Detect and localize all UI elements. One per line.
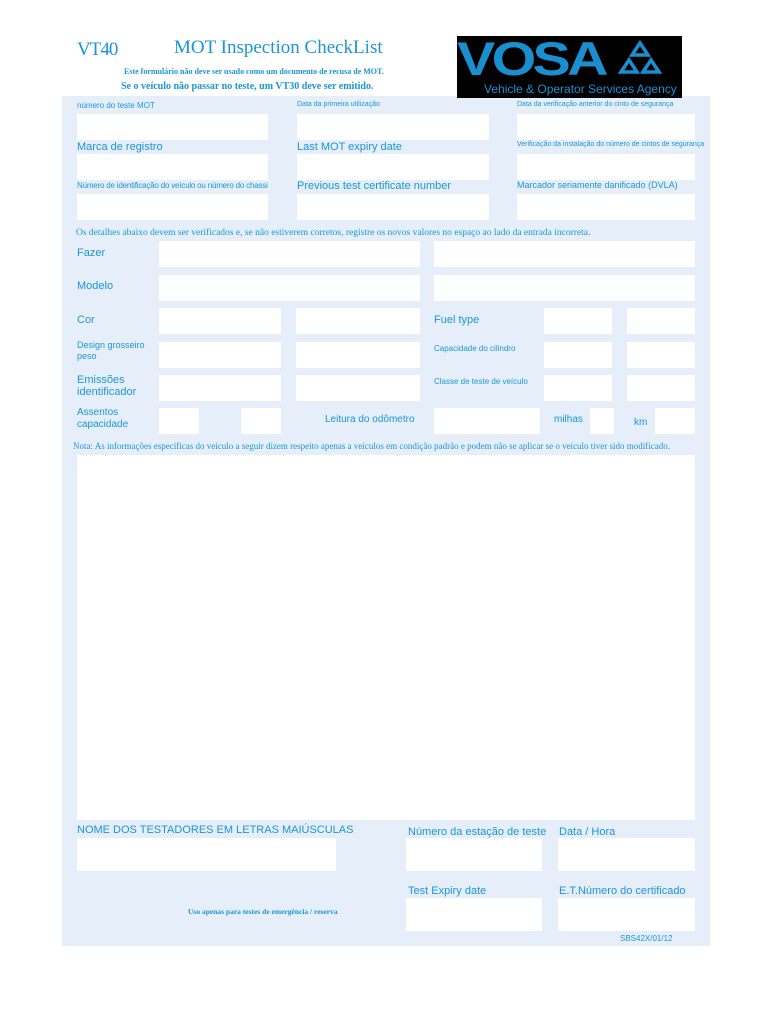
- km-checkbox[interactable]: [655, 408, 695, 434]
- last-mot-expiry-field[interactable]: [297, 154, 489, 180]
- instruction-text: Os detalhes abaixo devem ser verificados e, se não estiverem corretos, registre os novos valores no espaço ao lado da entrada incorreta.: [76, 228, 591, 238]
- last-mot-expiry-label: Last MOT expiry date: [297, 141, 402, 153]
- vosa-logo-text: VOSA: [457, 36, 605, 85]
- seatbelt-installation-check-field[interactable]: [517, 154, 695, 180]
- cylinder-capacity-correction-field[interactable]: [627, 342, 695, 368]
- emissions-field[interactable]: [159, 375, 281, 401]
- seatbelt-installation-check-label: Verificação da instalação do número de cintos de segurança: [517, 141, 705, 148]
- fuel-type-label: Fuel type: [434, 314, 480, 326]
- test-class-correction-field[interactable]: [627, 375, 695, 401]
- odometer-field[interactable]: [434, 408, 540, 434]
- form-title: MOT Inspection CheckList: [174, 37, 383, 58]
- header-note-line2: Se o veículo não passar no teste, um VT30 deve ser emitido.: [121, 81, 374, 92]
- emergency-use-text: Uso apenas para testes de emergência / reserva: [188, 907, 338, 916]
- first-use-date-field[interactable]: [297, 114, 489, 140]
- vosa-logo: [457, 36, 682, 98]
- vin-field[interactable]: [77, 194, 268, 220]
- mot-test-number-label: número do teste MOT: [77, 101, 155, 110]
- make-field[interactable]: [159, 241, 420, 267]
- certificate-number-label: E.T.Número do certificado: [559, 885, 686, 897]
- gross-weight-label-line1: Design grosseiro: [77, 340, 145, 350]
- test-expiry-label: Test Expiry date: [408, 885, 487, 897]
- test-class-field[interactable]: [544, 375, 612, 401]
- emissions-label-line1: Emissões: [77, 374, 125, 386]
- model-field[interactable]: [159, 275, 420, 301]
- make-correction-field[interactable]: [434, 241, 695, 267]
- registration-mark-label: Marca de registro: [77, 141, 163, 153]
- test-class-label: Classe de teste de veículo: [434, 377, 528, 386]
- date-time-label: Data / Hora: [559, 826, 616, 838]
- mot-test-number-field[interactable]: [77, 114, 268, 140]
- miles-label: milhas: [554, 414, 583, 425]
- colour-field[interactable]: [159, 308, 281, 334]
- tester-names-field[interactable]: [77, 838, 336, 871]
- damaged-marker-field[interactable]: [517, 194, 695, 220]
- cylinder-capacity-label: Capacidade do cilindro: [434, 344, 516, 353]
- vehicle-specification-area[interactable]: [77, 455, 695, 820]
- form-reference: SBS42X/01/12: [620, 934, 673, 943]
- model-correction-field[interactable]: [434, 275, 695, 301]
- form-code: VT40: [77, 39, 118, 60]
- certificate-number-field[interactable]: [558, 898, 695, 931]
- emissions-label-line2: identificador: [77, 386, 137, 398]
- date-time-field[interactable]: [558, 838, 695, 871]
- seatbelt-previous-check-label: Data da verificação anterior do cinto de segurança: [517, 101, 674, 108]
- station-number-field[interactable]: [406, 838, 542, 871]
- first-use-date-label: Data da primeira utilização: [297, 101, 380, 108]
- km-label: km: [634, 417, 648, 428]
- station-number-label: Número da estação de teste: [408, 826, 547, 838]
- seating-label-line2: capacidade: [77, 419, 129, 430]
- damaged-marker-label: Marcador seriamente danificado (DVLA): [517, 180, 678, 190]
- fuel-type-correction-field[interactable]: [627, 308, 695, 334]
- fuel-type-field[interactable]: [544, 308, 612, 334]
- cylinder-capacity-field[interactable]: [544, 342, 612, 368]
- seating-field[interactable]: [159, 408, 199, 434]
- model-label: Modelo: [77, 280, 114, 292]
- previous-certificate-field[interactable]: [297, 194, 489, 220]
- gross-weight-correction-field[interactable]: [296, 342, 420, 368]
- test-expiry-field[interactable]: [406, 898, 542, 931]
- previous-certificate-label: Previous test certificate number: [297, 180, 452, 192]
- modification-note: Nota: As informações específicas do veículo a seguir dizem respeito apenas a veículos em condição padrão e podem não se aplicar se o veículo tiver sido modificado.: [73, 442, 671, 451]
- seating-label-line1: Assentos: [77, 407, 119, 418]
- seatbelt-previous-check-field[interactable]: [517, 114, 695, 140]
- gross-weight-label-line2: peso: [77, 351, 97, 361]
- vosa-logo-subtitle: Vehicle & Operator Services Agency: [484, 82, 677, 96]
- emissions-correction-field[interactable]: [296, 375, 420, 401]
- miles-checkbox[interactable]: [590, 408, 614, 434]
- make-label: Fazer: [77, 247, 106, 259]
- colour-label: Cor: [77, 314, 95, 326]
- gross-weight-field[interactable]: [159, 342, 281, 368]
- seating-correction-field[interactable]: [241, 408, 281, 434]
- odometer-label: Leitura do odômetro: [325, 414, 415, 425]
- header-note-line1: Este formulário não deve ser usado como um documento de recusa de MOT.: [124, 67, 384, 76]
- vin-label: Número de identificação do veículo ou número do chassi: [77, 182, 268, 190]
- registration-mark-field[interactable]: [77, 154, 268, 180]
- colour-correction-field[interactable]: [296, 308, 420, 334]
- tester-names-label: NOME DOS TESTADORES EM LETRAS MAIÚSCULAS: [77, 824, 354, 836]
- triangle-emblem-icon: [617, 40, 663, 80]
